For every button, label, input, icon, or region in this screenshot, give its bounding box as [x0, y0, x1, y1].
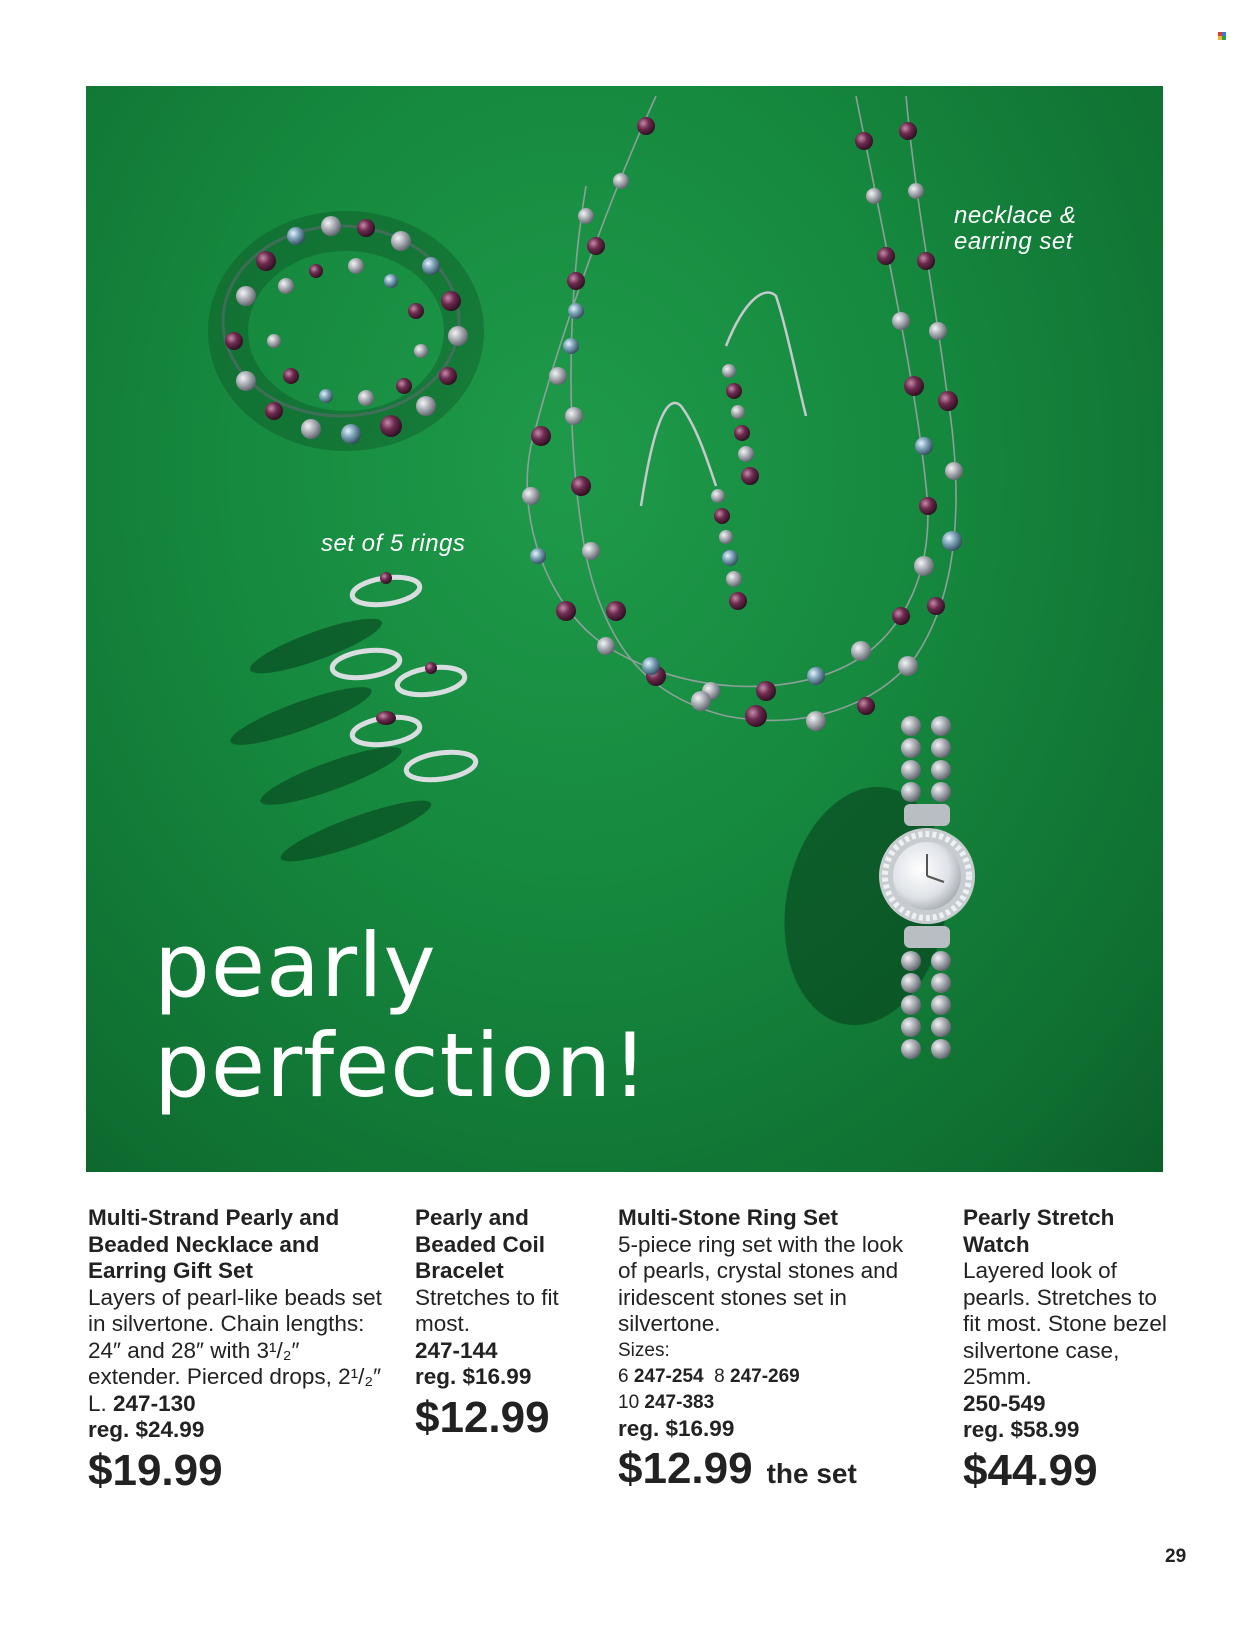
sizes-label: Sizes: — [618, 1339, 670, 1361]
earrings — [641, 293, 806, 506]
sale-price: $19.99 — [88, 1445, 223, 1495]
price-suffix: the set — [766, 1458, 857, 1489]
product-ring-set — [618, 1205, 928, 1499]
description-text: Layers of pearl-like beads set in silvertone. Chain lengths: 24″ and 28″ with 3¹/₂″ extender. Pierced drops, 2¹/₂″ L. — [88, 1284, 382, 1416]
sizes-line — [618, 1390, 928, 1416]
regular-price: reg. $16.99 — [618, 1415, 735, 1441]
product-description: Layered look of pearls. Stretches to fit most. Stone bezel silvertone case, 25mm. — [963, 1258, 1167, 1389]
size-sku: 247-383 — [644, 1391, 715, 1413]
page-number: 29 — [1165, 1546, 1187, 1567]
size-value: 8 — [714, 1365, 725, 1387]
sizes-line — [618, 1364, 928, 1390]
regular-price: reg. $16.99 — [415, 1364, 532, 1389]
product-sku: 247-144 — [415, 1337, 498, 1363]
ring-set — [331, 573, 478, 783]
hero-image — [86, 86, 1163, 1172]
headline-line-1: pearly — [154, 914, 437, 1017]
product-stretch-watch — [963, 1205, 1173, 1496]
product-name: Multi-Strand Pearly and Beaded Necklace and Earring Gift Set — [88, 1205, 340, 1283]
size-value: 6 — [618, 1365, 629, 1387]
headline-line-2: perfection! — [154, 1014, 649, 1117]
product-sku: 250-549 — [963, 1390, 1046, 1416]
sale-price: $44.99 — [963, 1445, 1098, 1495]
product-name: Pearly Stretch Watch — [963, 1205, 1115, 1257]
product-coil-bracelet — [415, 1205, 590, 1443]
rings-caption: set of 5 rings — [321, 530, 466, 557]
necklace-caption: necklace & earring set — [954, 202, 1077, 255]
brand-mark-icon — [1218, 32, 1226, 40]
product-description: Stretches to fit most. — [415, 1284, 559, 1336]
product-description: 5-piece ring set with the look of pearls, crystal stones and iridescent stones set in silvertone. — [618, 1231, 904, 1336]
sale-price: $12.99 — [415, 1392, 550, 1442]
regular-price: reg. $58.99 — [963, 1417, 1080, 1442]
sale-price: $12.99 — [618, 1444, 753, 1493]
sale-price-row — [618, 1444, 928, 1499]
size-sku: 247-269 — [730, 1365, 800, 1387]
size-sku: 247-254 — [633, 1365, 704, 1387]
headline — [154, 916, 649, 1116]
size-value: 10 — [618, 1391, 640, 1413]
product-name: Multi-Stone Ring Set — [618, 1205, 838, 1230]
product-description — [88, 1285, 388, 1418]
product-sku: 247-130 — [113, 1390, 196, 1416]
necklace-beads — [522, 117, 937, 701]
product-name: Pearly and Beaded Coil Bracelet — [415, 1205, 546, 1283]
product-necklace-set — [88, 1205, 388, 1496]
regular-price: reg. $24.99 — [88, 1417, 205, 1442]
